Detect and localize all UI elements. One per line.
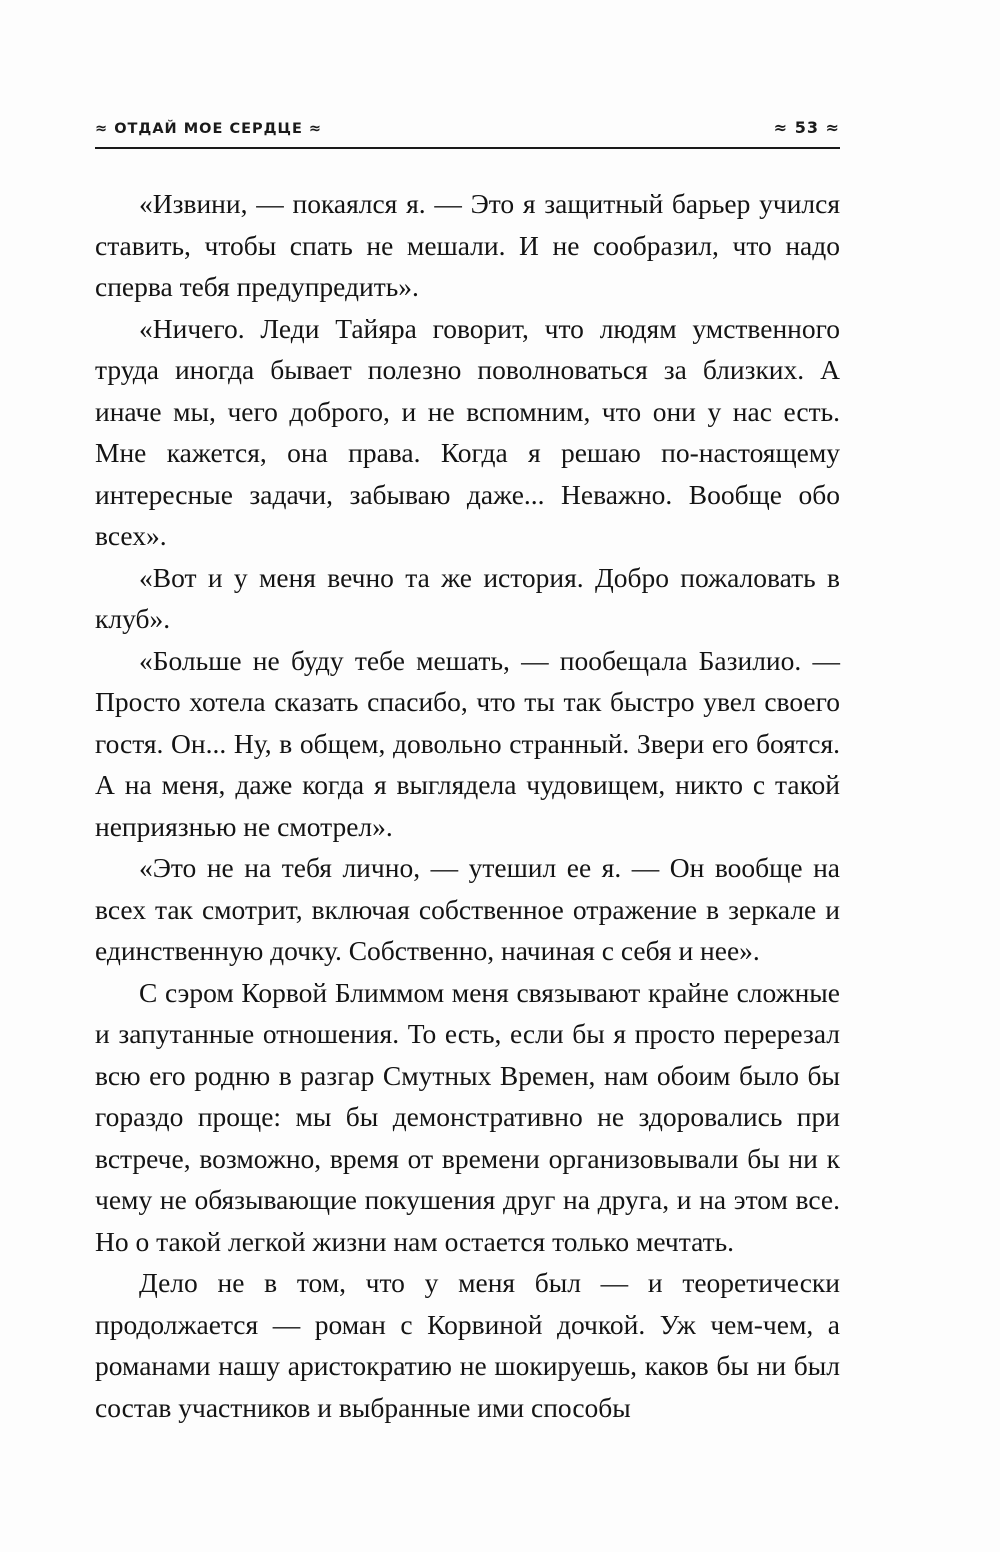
running-head [95,118,840,147]
paragraph: С сэром Корвой Блиммом меня связывают крайне сложные и запутанные отношения. То есть, если бы я просто перерезал всю его родню в разгар Смутных Времен, нам обоим было бы гораздо проще: мы бы демонстративно не здоровались при встрече, возможно, время от времени организовывали бы ни к чему не обязывающие покушения друг на друга, и на этом все. Но о такой легкой жизни нам остается только мечтать. [95,976,840,1257]
paragraph: «Вот и у меня вечно та же история. Добро пожаловать в клуб». [95,561,840,634]
running-head-book-title: ≈ ОТДАЙ МОЕ СЕРДЦЕ ≈ [95,121,323,137]
paragraph: «Это не на тебя лично, — утешил ее я. — Он вообще на всех так смотрит, включая собственное отражение в зеркале и единственную дочку. Собственно, начиная с себя и нее». [95,852,840,966]
body-text [95,183,840,1428]
header-rule [95,147,840,149]
paragraph: «Извини, — покаялся я. — Это я защитный барьер учился ставить, чтобы спать не мешали. И не сообразил, что надо сперва тебя предупредить». [95,188,840,302]
paragraph: Дело не в том, что у меня был — и теоретически продолжается — роман с Корвиной дочкой. Уж чем-чем, а романами нашу аристократию не шокируешь, каков бы ни был состав участников и выбранные ими способы [95,1267,840,1423]
page-content [95,118,840,1428]
paragraph: «Больше не буду тебе мешать, — пообещала Базилио. — Просто хотела сказать спасибо, что ты так быстро увел своего гостя. Он... Ну, в общем, довольно странный. Звери его боятся. А на меня, даже когда я выглядела чудовищем, никто с такой неприязнью не смотрел». [95,644,840,842]
paragraph: «Ничего. Леди Тайяра говорит, что людям умственного труда иногда бывает полезно поволноваться за близких. А иначе мы, чего доброго, и не вспомним, что они у нас есть. Мне кажется, она права. Когда я решаю по-настоящему интересные задачи, забываю даже... Неважно. Вообще обо всех». [95,312,840,551]
page-number: ≈ 53 ≈ [773,118,840,137]
